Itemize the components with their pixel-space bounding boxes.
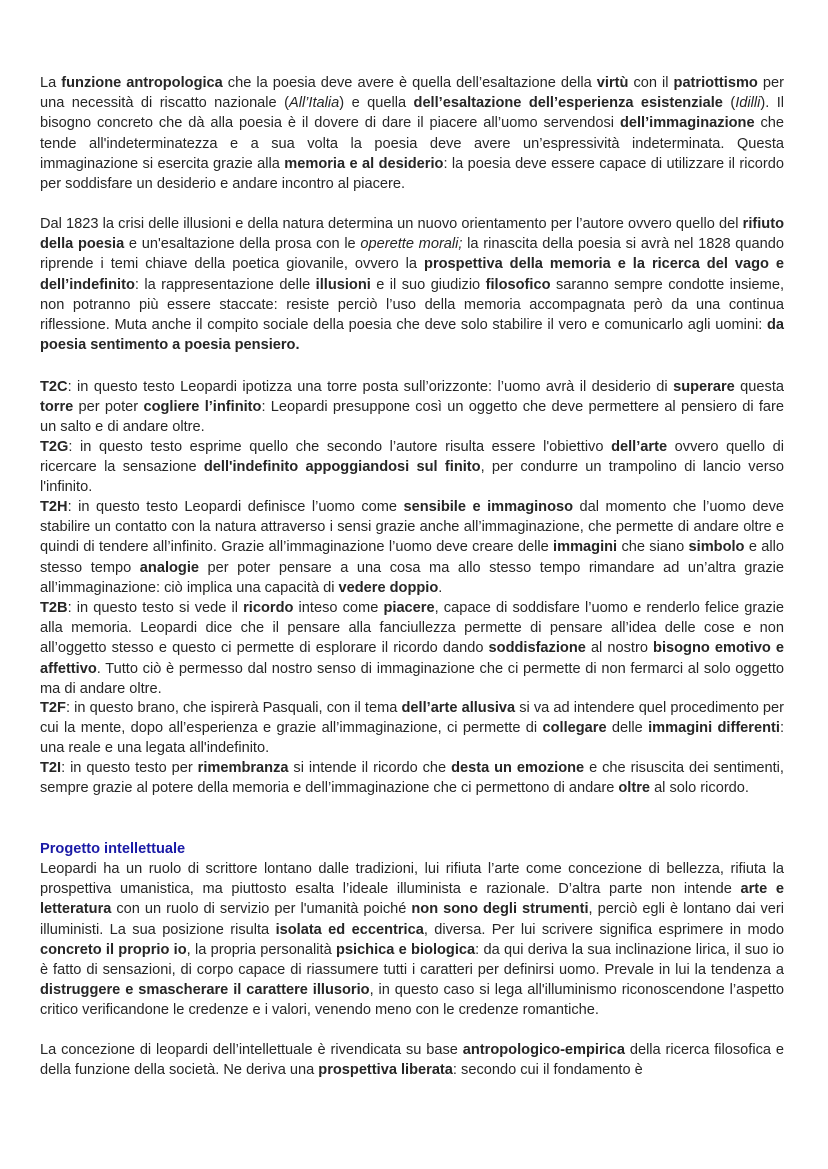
text-run: la rinascita della poesia si avrà nel 1828 quando riprende i temi chiave della poetica giovanile, ovvero la (40, 236, 784, 273)
bold-text: rifiuto della poesia (40, 216, 784, 253)
bold-text: illusioni (315, 276, 371, 293)
text-run: La concezione di leopardi dell’intellettuale è rivendicata su base (40, 1042, 463, 1058)
text-run: saranno sempre condotte insieme, non potranno più essere staccate: resiste perciò l’uso della memoria accompagnata però da una continua riflessione. Muta anche il compito sociale della poesia che deve solo stabilire il vero e comunicarlo agli uomini: (40, 276, 784, 334)
paragraph-t2g (40, 437, 784, 498)
bold-text: dell’arte (611, 439, 668, 455)
text-run: : in questo testo per (61, 760, 198, 776)
paragraph-intellectual-concept (40, 1040, 784, 1080)
bold-text: virtù (596, 75, 629, 91)
bold-text: piacere (383, 600, 435, 616)
text-run: : in questo testo si vede il (67, 600, 244, 616)
bold-text: vedere doppio (338, 579, 439, 596)
text-run: che siano (617, 539, 689, 556)
text-run: al solo ricordo. (650, 780, 749, 797)
bold-text: T2H (40, 499, 68, 515)
text-run: : in questo testo esprime quello che secondo l’autore risulta essere l'obiettivo (68, 439, 612, 455)
bold-text: concreto il proprio io (40, 941, 187, 958)
bold-text: analogie (139, 559, 199, 576)
text-run: : una reale e una legata all'indefinito. (40, 720, 784, 757)
bold-text: patriottismo (673, 75, 758, 91)
bold-text: isolata ed eccentrica (275, 921, 424, 938)
bold-text: soddisfazione (488, 640, 586, 657)
text-run: ( (722, 95, 736, 112)
paragraph-1823-crisis (40, 214, 784, 355)
bold-text: memoria e al desiderio (284, 155, 444, 172)
bold-text: rimembranza (197, 760, 289, 776)
text-run: e il suo giudizio (370, 276, 486, 293)
paragraph-t2i (40, 758, 784, 798)
text-run: al nostro (585, 640, 654, 657)
bold-text: filosofico (485, 276, 551, 293)
bold-text: psichica e biologica (335, 941, 476, 958)
text-run: e allo stesso tempo (40, 539, 784, 576)
text-run: per una necessità di riscatto nazionale ( (40, 75, 784, 112)
text-run: e che risuscita dei sentimenti, sempre grazie al potere della memoria e dell’immaginazione che ci permettono di andare (40, 760, 784, 797)
bold-text: dell’immaginazione (619, 115, 755, 132)
bold-text: T2I (40, 760, 62, 776)
bold-text: T2F (40, 700, 66, 716)
bold-text: funzione antropologica (61, 75, 223, 91)
text-run: La (40, 75, 62, 91)
bold-text: antropologico-empirica (462, 1042, 625, 1058)
italic-text: operette morali; (360, 236, 463, 253)
bold-text: oltre (618, 780, 651, 797)
text-run: che tende all'indeterminatezza e a sua volta la poesia deve avere un’espressività indeterminata. Questa immaginazione si esercita grazie alla (40, 115, 784, 172)
paragraph-t2h (40, 497, 784, 598)
text-run: questa (734, 379, 784, 395)
text-run: . Tutto ciò è permesso dal nostro senso di immaginazione che ci permette di non fermarci al solo oggetto ma di andare oltre. (40, 660, 784, 697)
text-run: : da qui deriva la sua inclinazione lirica, il suo io è fatto di sensazioni, di corpo capace di riassumere tutti i caratteri per definirsi uomo. Prevale in lui la tendenza a (40, 941, 785, 979)
text-run: : la rappresentazione delle (134, 276, 316, 293)
text-run: : secondo cui il fondamento è (452, 1062, 643, 1079)
bold-text: sensibile e immaginoso (403, 499, 574, 515)
paragraph-t2c (40, 377, 784, 438)
text-run: si intende il ricordo che (288, 760, 452, 776)
text-run: ) e quella (339, 95, 414, 112)
text-run: , per condurre un trampolino di lancio verso l'infinito. (40, 459, 784, 496)
paragraph-t2b (40, 598, 784, 699)
text-run: : in questo testo Leopardi definisce l’uomo come (67, 499, 404, 515)
bold-text: ricordo (243, 600, 294, 616)
text-run: con il (628, 75, 674, 91)
text-run: , capace di soddisfare l’uomo e renderlo felice grazie alla memoria. Leopardi dice che il pensare alla fanciullezza permette di pensare all’idea delle cose e non all’oggetto stesso e questo ci permette di esplorare il ricordo dando (40, 600, 785, 657)
bold-text: arte e letteratura (40, 881, 784, 918)
text-run: della ricerca filosofica e della funzione della società. Ne deriva una (40, 1042, 784, 1079)
bold-text: prospettiva liberata (318, 1062, 453, 1079)
text-run: delle (606, 720, 649, 737)
text-run: per poter (73, 399, 144, 416)
bold-text: collegare (542, 720, 607, 737)
text-run: e un'esaltazione della prosa con le (124, 236, 361, 253)
text-run: con un ruolo di servizio per l'umanità poiché (111, 901, 412, 918)
text-run: Leopardi ha un ruolo di scrittore lontano dalle tradizioni, lui rifiuta l’arte come concezione di bellezza, rifiuta la prospettiva umanistica, ma piuttosto esalta l’ideale illuminista e razionale. D’altra parte non intende (40, 861, 784, 898)
bold-text: bisogno emotivo e affettivo (40, 640, 785, 677)
text-run: ). Il bisogno concreto che dà alla poesia è il dovere di dare il piacere all’uomo servendosi (40, 95, 784, 132)
bold-text: T2G (40, 439, 69, 455)
text-run: , la propria personalità (186, 941, 336, 958)
text-run: dal momento che l’uomo deve stabilire un contatto con la natura attraverso i sensi grazie anche all’immaginazione, che permette di andare oltre e quindi di tendere all’infinito. Grazie all’immaginazione l’uomo deve creare delle (40, 499, 785, 556)
bold-text: torre (40, 399, 74, 416)
text-run: si va ad intendere quel procedimento per cui la mente, dopo all’esperienza e grazie all’immaginazione, ci permette di (40, 700, 785, 737)
bold-text: dell’esaltazione dell’esperienza esistenziale (413, 95, 723, 112)
bold-text: da poesia sentimento a poesia pensiero. (40, 317, 784, 354)
bold-text: immagini (553, 539, 618, 556)
section-heading-progetto-intellettuale: Progetto intellettuale (40, 841, 186, 857)
paragraph-intellectual-project (40, 859, 784, 1021)
bold-text: distruggere e smascherare il carattere illusorio (40, 982, 370, 999)
text-run: inteso come (293, 600, 384, 616)
text-run: : in questo brano, che ispirerà Pasquali, con il tema (65, 700, 402, 716)
text-run: Dal 1823 la crisi delle illusioni e della natura determina un nuovo orientamento per l’autore ovvero quello del (40, 216, 743, 232)
bold-text: T2C (40, 379, 68, 395)
bold-text: non sono degli strumenti (411, 901, 589, 918)
paragraph-poetic-function (40, 73, 784, 194)
italic-text: All’Italia (288, 95, 340, 112)
bold-text: prospettiva della memoria e la ricerca del vago e dell’indefinito (40, 256, 785, 293)
paragraph-t2f (40, 698, 784, 759)
text-run: che la poesia deve avere è quella dell’esaltazione della (222, 75, 597, 91)
bold-text: desta un emozione (451, 760, 585, 776)
bold-text: simbolo (688, 539, 745, 556)
italic-text: Idilli (735, 95, 761, 112)
bold-text: immagini differenti (648, 720, 780, 737)
text-run: : Leopardi presuppone così un oggetto che deve permettere al pensiero di fare un salto e di andare oltre. (40, 399, 784, 436)
text-run: ovvero quello di ricercare la sensazione (40, 439, 784, 476)
text-run: per poter pensare a una cosa ma allo stesso tempo rimandare ad un’altra grazie all’immaginazione: ciò implica una capacità di (40, 559, 784, 596)
bold-text: T2B (40, 600, 68, 616)
text-run: , in questo caso si lega all'illuminismo riconoscendone l’aspetto critico verificandone le credenze e i valori, venendo meno con le credenze romantiche. (40, 982, 785, 1019)
text-run: , perciò egli è lontano dai veri illuministi. La sua posizione risulta (40, 901, 784, 938)
text-run: . (438, 579, 443, 596)
bold-text: dell’arte allusiva (401, 700, 516, 716)
bold-text: superare (673, 379, 735, 395)
text-run: : la poesia deve essere capace di utilizzare il ricordo per soddisfare un desiderio e andare incontro al piacere. (40, 155, 784, 193)
bold-text: dell'indefinito appoggiandosi sul finito (203, 459, 481, 476)
bold-text: cogliere l’infinito (143, 399, 262, 416)
text-run: , diversa. Per lui scrivere significa esprimere in modo (423, 921, 784, 938)
text-run: : in questo testo Leopardi ipotizza una torre posta sull’orizzonte: l’uomo avrà il desiderio di (67, 379, 674, 395)
